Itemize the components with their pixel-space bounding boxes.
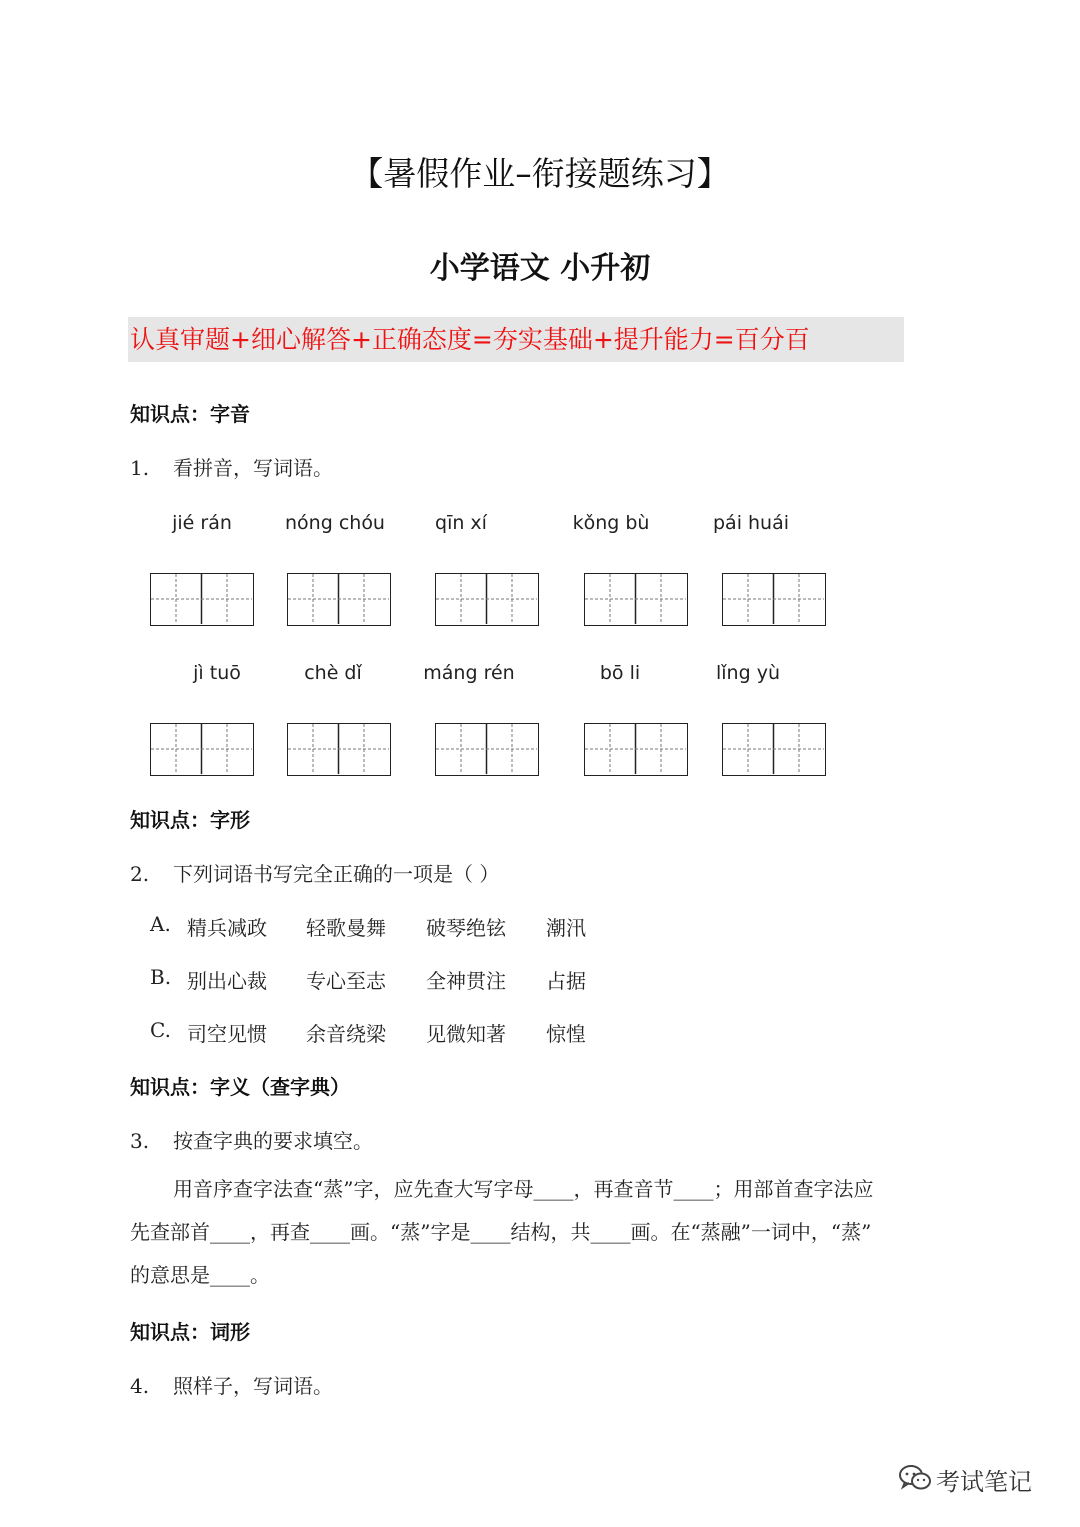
pinyin-label: bō li	[599, 662, 641, 684]
pinyin-label: jié rán	[172, 512, 232, 534]
question-4	[130, 1370, 333, 1399]
pinyin-label: kǒng bù	[572, 512, 650, 534]
question-text: 看拼音，写词语。	[173, 456, 333, 480]
pinyin-label: qīn xí	[435, 512, 487, 534]
question-1	[130, 452, 333, 481]
motto-banner: 认真审题+细心解答+正确态度=夯实基础+提升能力=百分百	[128, 317, 904, 362]
option-b[interactable]	[150, 965, 630, 993]
option-c[interactable]	[150, 1018, 630, 1046]
fill-blank-line: 用音序查字法查“蒸”字，应先查大写字母____，再查音节____；用部首查字法应	[173, 1177, 874, 1201]
pinyin-label: máng rén	[423, 662, 515, 684]
option-word: 别出心裁	[187, 969, 267, 993]
question-text: 照样子，写词语。	[173, 1374, 333, 1398]
option-label: A.	[150, 912, 171, 936]
fill-blank-line: 先查部首____，再查____画。“蒸”字是____结构，共____画。在“蒸融”一词中，“蒸”	[130, 1220, 872, 1244]
option-word: 占据	[546, 969, 586, 993]
writing-grid[interactable]	[150, 723, 254, 776]
page-title: 【暑假作业–衔接题练习】	[350, 154, 730, 193]
option-word: 潮汛	[546, 916, 586, 940]
section-heading-word-form: 知识点：词形	[130, 1320, 250, 1344]
question-number: 1.	[130, 456, 150, 480]
pinyin-label: lǐng yù	[716, 662, 780, 684]
section-heading-character-form: 知识点：字形	[130, 808, 250, 832]
option-word: 精兵减政	[187, 916, 267, 940]
option-word: 司空见惯	[187, 1022, 267, 1046]
writing-grid[interactable]	[584, 723, 688, 776]
writing-grid[interactable]	[435, 723, 539, 776]
wechat-icon	[898, 1463, 932, 1497]
writing-grid[interactable]	[150, 573, 254, 626]
option-label: B.	[150, 965, 172, 989]
writing-grid[interactable]	[584, 573, 688, 626]
writing-grid[interactable]	[722, 723, 826, 776]
option-word: 破琴绝铉	[426, 916, 506, 940]
pinyin-label: nóng chóu	[285, 512, 385, 534]
writing-grid[interactable]	[435, 573, 539, 626]
option-word: 余音绕梁	[306, 1022, 386, 1046]
question-text: 按查字典的要求填空。	[173, 1129, 373, 1153]
page-subtitle: 小学语文 小升初	[429, 251, 651, 286]
fill-blank-line: 的意思是____。	[130, 1263, 270, 1287]
option-label: C.	[150, 1018, 171, 1042]
pinyin-label: pái huái	[712, 512, 790, 534]
option-word: 轻歌曼舞	[306, 916, 386, 940]
option-word: 全神贯注	[426, 969, 506, 993]
question-number: 4.	[130, 1374, 150, 1398]
pinyin-label: jì tuō	[193, 662, 241, 684]
writing-grid[interactable]	[722, 573, 826, 626]
question-text: 下列词语书写完全正确的一项是（ ）	[173, 862, 500, 886]
question-number: 3.	[130, 1129, 150, 1153]
writing-grid[interactable]	[287, 723, 391, 776]
question-2	[130, 858, 499, 887]
option-a[interactable]	[150, 912, 630, 940]
option-word: 惊惶	[546, 1022, 586, 1046]
pinyin-label: chè dǐ	[304, 662, 362, 684]
writing-grid[interactable]	[287, 573, 391, 626]
option-word: 专心至志	[306, 969, 386, 993]
watermark-text: 考试笔记	[936, 1468, 1032, 1496]
section-heading-meaning: 知识点：字义（查字典）	[130, 1075, 350, 1099]
question-number: 2.	[130, 862, 150, 886]
option-word: 见微知著	[426, 1022, 506, 1046]
section-heading-pronunciation: 知识点：字音	[130, 402, 250, 426]
question-3	[130, 1125, 373, 1154]
